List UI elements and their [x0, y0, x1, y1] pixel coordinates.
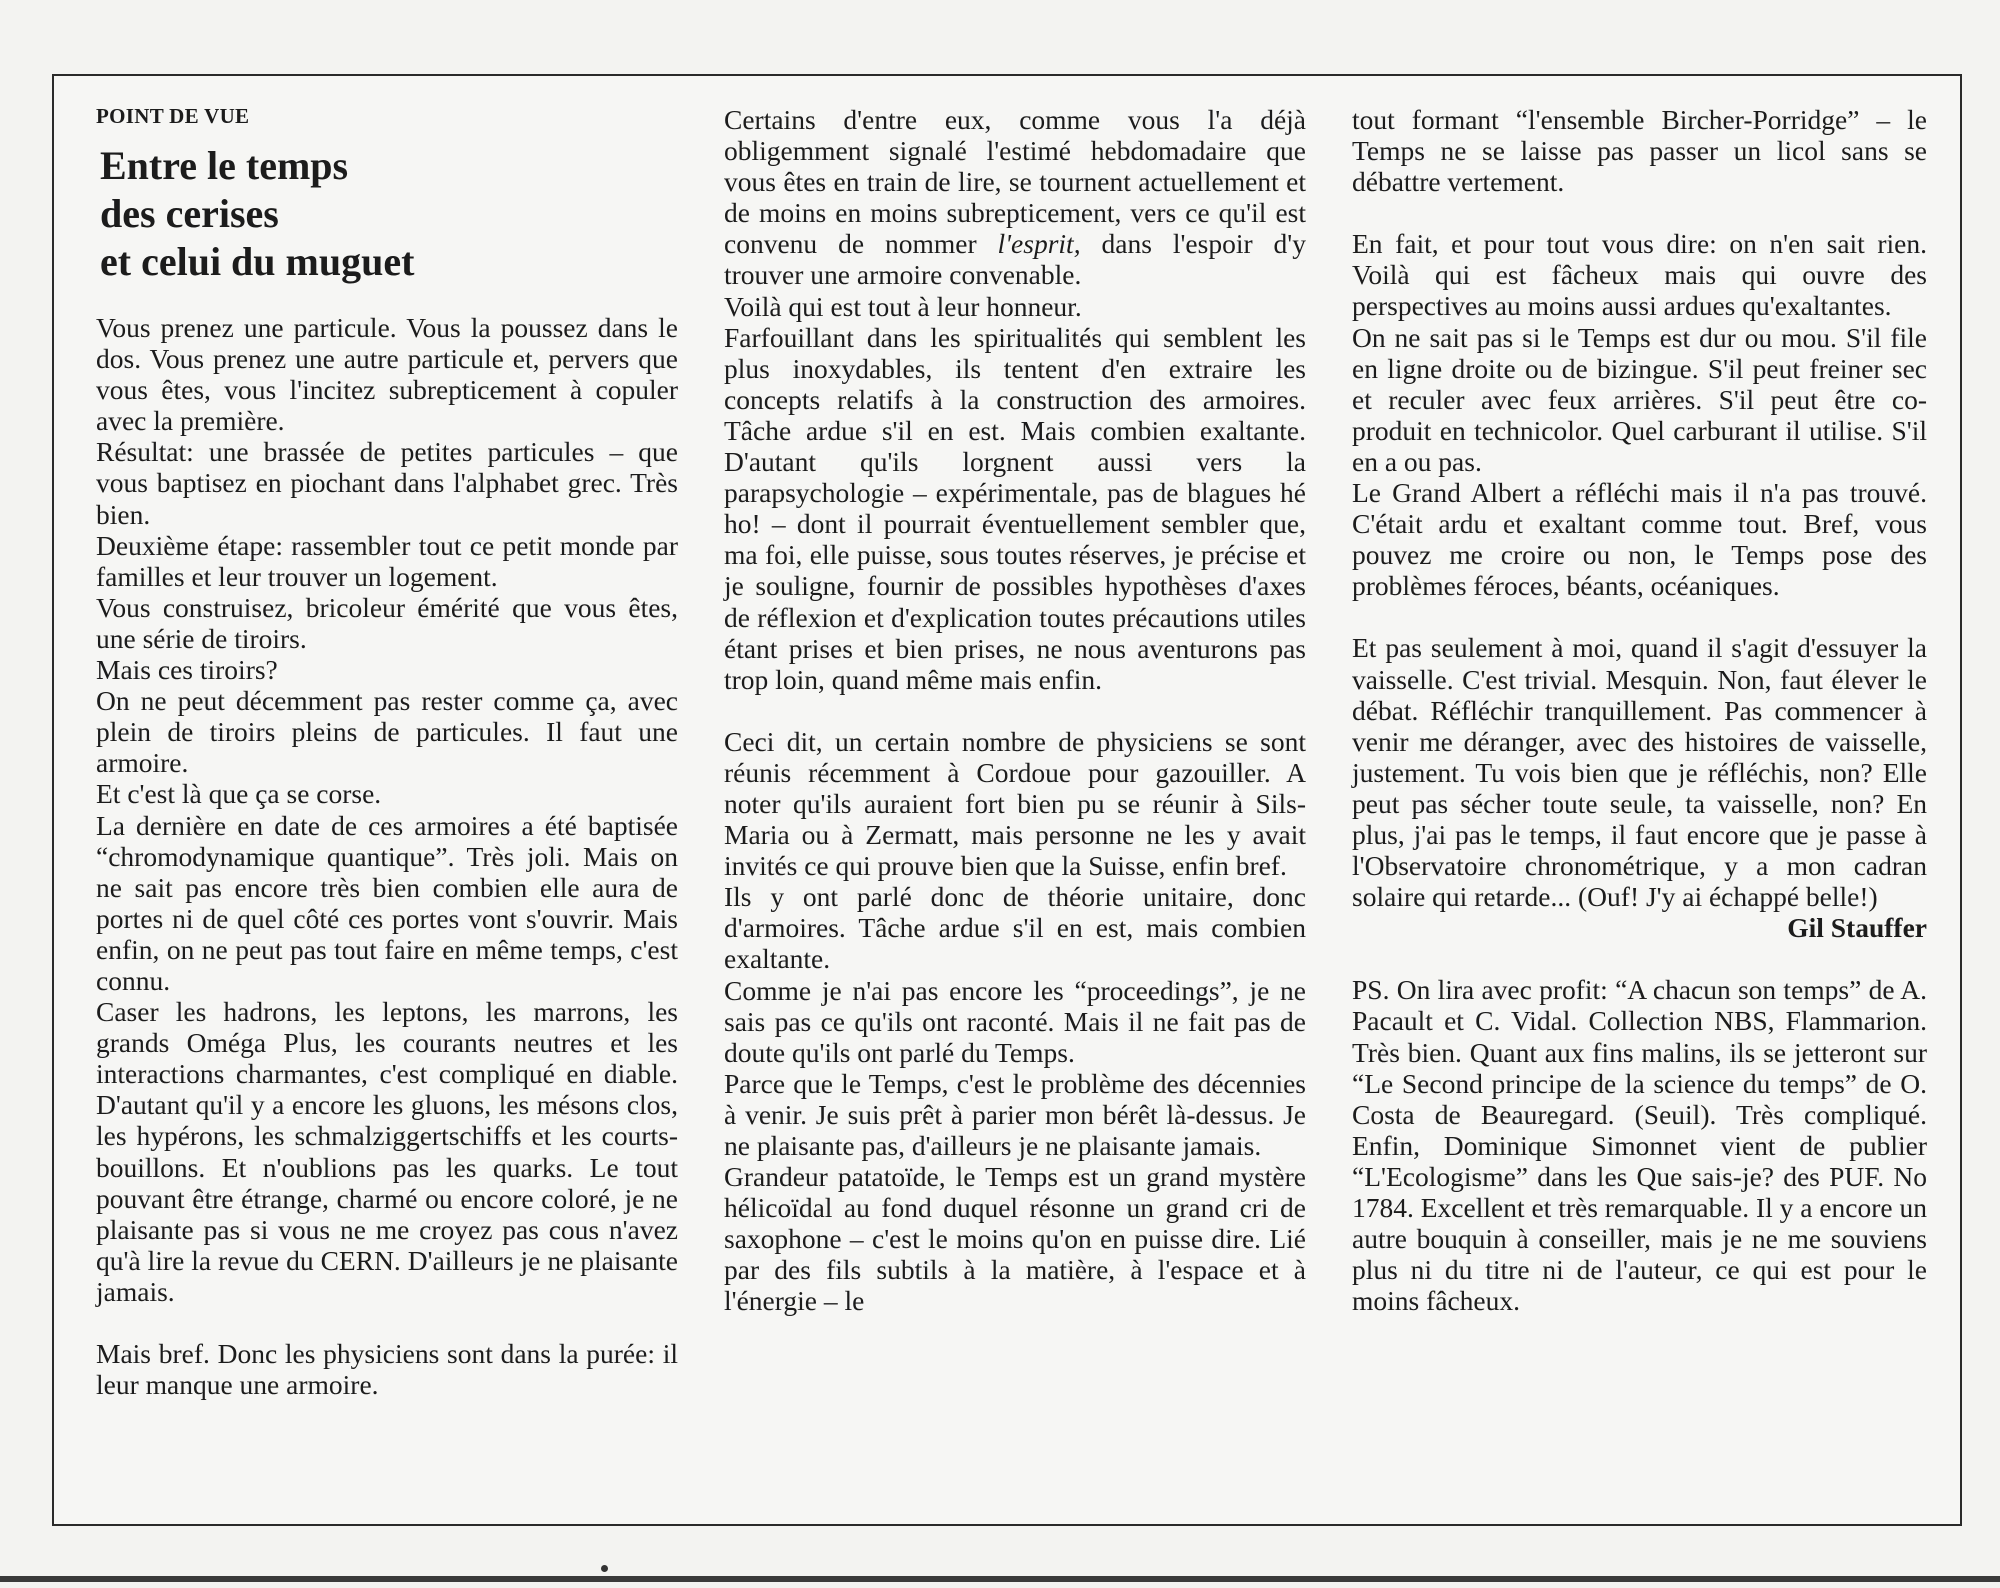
headline-line: des cerises [100, 191, 279, 236]
paragraph: tout formant “l'ensemble Bircher-Porridge” – le Temps ne se laisse pas passer un licol sans se débattre vertement. [1352, 104, 1927, 198]
paragraph: Deuxième étape: rassembler tout ce petit monde par familles et leur trouver un logement. [96, 529, 678, 592]
paragraph: Caser les hadrons, les leptons, les marrons, les grands Oméga Plus, les courants neutres et les interactions charmantes, c'est compliqué en diable. D'autant qu'il y a encore les gluons, les mésons clos, les hypérons, les schmalziggertschiffs et les courts-bouillons. Et n'oublions pas les quarks. Le tout pouvant être étrange, charmé ou encore coloré, je ne plaisante pas si vous ne me croyez pas cous n'avez qu'à lire la revue du CERN. D'ailleurs je ne plaisante jamais. [96, 996, 678, 1307]
headline-line: Entre le temps [100, 143, 349, 188]
text-run: dans l'espoir d'y trouver une armoire convenable. [724, 228, 1306, 291]
print-speck [601, 1565, 608, 1572]
paragraph: Grandeur patatoïde, le Temps est un grand mystère hélicoïdal au fond duquel résonne un grand cri de saxophone – c'est le moins qu'on en puisse dire. Lié par des fils subtils à la matière, à l'espace et à l'énergie – le [724, 1161, 1306, 1317]
article-frame [52, 74, 1962, 1526]
column-1 [96, 104, 678, 1400]
emphasis: l'esprit, [997, 228, 1081, 260]
kicker: POINT DE VUE [96, 104, 250, 128]
paragraph: Ils y ont parlé donc de théorie unitaire, donc d'armoires. Tâche ardue s'il en est, mais combien exaltante. [724, 881, 1306, 975]
paragraph-gap [1352, 197, 1927, 228]
paragraph: On ne sait pas si le Temps est dur ou mou. S'il file en ligne droite ou de bizingue. S'il peut freiner sec et reculer avec feux arrières. S'il peut être co-produit en technicolor. Quel carburant il utilise. S'il en a ou pas. [1352, 321, 1927, 477]
page-edge [0, 1576, 2000, 1582]
paragraph: Farfouillant dans les spiritualités qui semblent les plus inoxydables, ils tentent d'en extraire les concepts relatifs à la construction des armoires. Tâche ardue s'il en est. Mais combien exaltante. D'autant qu'ils lorgnent aussi vers la parapsychologie – expérimentale, pas de blagues hé ho! – dont il pourrait éventuellement sembler que, ma foi, elle puisse, sous toutes réserves, je précise et je souligne, fournir de possibles hypothèses d'axes de réflexion et d'explication toutes précautions utiles étant prises et bien prises, ne nous aventurons pas trop loin, quand même mais enfin. [724, 321, 1306, 695]
paragraph: Mais ces tiroirs? [96, 654, 278, 686]
paragraph: Et c'est là que ça se corse. [96, 778, 382, 810]
paragraph [724, 104, 1306, 291]
paragraph-gap [724, 695, 1306, 726]
paragraph: En fait, et pour tout vous dire: on n'en sait rien. Voilà qui est fâcheux mais qui ouvre des perspectives au moins aussi ardues qu'exaltantes. [1352, 228, 1927, 322]
paragraph: Le Grand Albert a réfléchi mais il n'a pas trouvé. C'était ardu et exaltant comme tout. Bref, vous pouvez me croire ou non, le Temps pose des problèmes féroces, béants, océaniques. [1352, 477, 1927, 602]
headline [100, 142, 678, 286]
paragraph-gap [96, 1307, 678, 1338]
paragraph: La dernière en date de ces armoires a été baptisée “chromodynamique quantique”. Très joli. Mais on ne sait pas encore très bien combien elle aura de portes ni de quel côté ces portes vont s'ouvrir. Mais enfin, on ne peut pas tout faire en même temps, c'est connu. [96, 809, 678, 996]
paragraph: Vous construisez, bricoleur émérité que vous êtes, une série de tiroirs. [96, 591, 678, 654]
paragraph-gap [1352, 601, 1927, 632]
paragraph: On ne peut décemment pas rester comme ça, avec plein de tiroirs pleins de particules. Il faut une armoire. [96, 685, 678, 779]
paragraph: Voilà qui est tout à leur honneur. [724, 290, 1082, 322]
paragraph: Mais bref. Donc les physiciens sont dans la purée: il leur manque une armoire. [96, 1338, 678, 1401]
paragraph: Vous prenez une particule. Vous la poussez dans le dos. Vous prenez une autre particule et, pervers que vous êtes, vous l'incitez subrepticement à copuler avec la première. [96, 312, 678, 437]
paragraph: Et pas seulement à moi, quand il s'agit d'essuyer la vaisselle. C'est trivial. Mesquin. Non, faut élever le débat. Réfléchir tranquillement. Pas commencer à venir me déranger, avec des histoires de vaisselle, justement. Tu vois bien que je réfléchis, non? Elle peut pas sécher toute seule, ta vaisselle, non? En plus, j'ai pas le temps, il faut encore que je passe à l'Observatoire chronométrique, y a mon cadran solaire qui retarde... (Ouf! J'y ai échappé belle!) [1352, 632, 1927, 913]
postscript: PS. On lira avec profit: “A chacun son temps” de A. Pacault et C. Vidal. Collection NBS, Flammarion. Très bien. Quant aux fins malins, ils se jetteront sur “Le Second principe de la science du temps” de O. Costa de Beauregard. (Seuil). Très compliqué. Enfin, Dominique Simonnet vient de publier “L'Ecologisme” dans les Que sais-je? des PUF. No 1784. Excellent et très remarquable. Il y a encore un autre bouquin à conseiller, mais je ne me souviens plus ni du titre ni de l'auteur, ce qui est pour le moins fâcheux. [1352, 974, 1927, 1317]
paragraph: Parce que le Temps, c'est le problème des décennies à venir. Je suis prêt à parier mon bérêt là-dessus. Je ne plaisante pas, d'ailleurs je ne plaisante jamais. [724, 1067, 1306, 1161]
headline-line: et celui du muguet [100, 239, 415, 284]
paragraph-gap [1352, 943, 1927, 974]
paragraph: Comme je n'ai pas encore les “proceedings”, je ne sais pas ce qu'ils ont raconté. Mais il ne fait pas de doute qu'ils ont parlé du Temps. [724, 974, 1306, 1068]
column-2 [724, 104, 1306, 1317]
author-signature: Gil Stauffer [1787, 912, 1927, 944]
column-3 [1352, 104, 1927, 1316]
paragraph: Résultat: une brassée de petites particules – que vous baptisez en piochant dans l'alphabet grec. Très bien. [96, 436, 678, 530]
paragraph: Ceci dit, un certain nombre de physiciens se sont réunis récemment à Cordoue pour gazouiller. A noter qu'ils auraient fort bien pu se réunir à Sils-Maria ou à Zermatt, mais personne ne les y avait invités ce qui prouve bien que la Suisse, enfin bref. [724, 725, 1306, 882]
text-run: Certains d'entre eux, comme vous l'a déjà obligemment signalé l'estimé hebdomadaire que vous êtes en train de lire, se tournent actuellement et de moins en moins subrepticement, vers ce qu'il est convenu de nommer [724, 104, 1306, 260]
